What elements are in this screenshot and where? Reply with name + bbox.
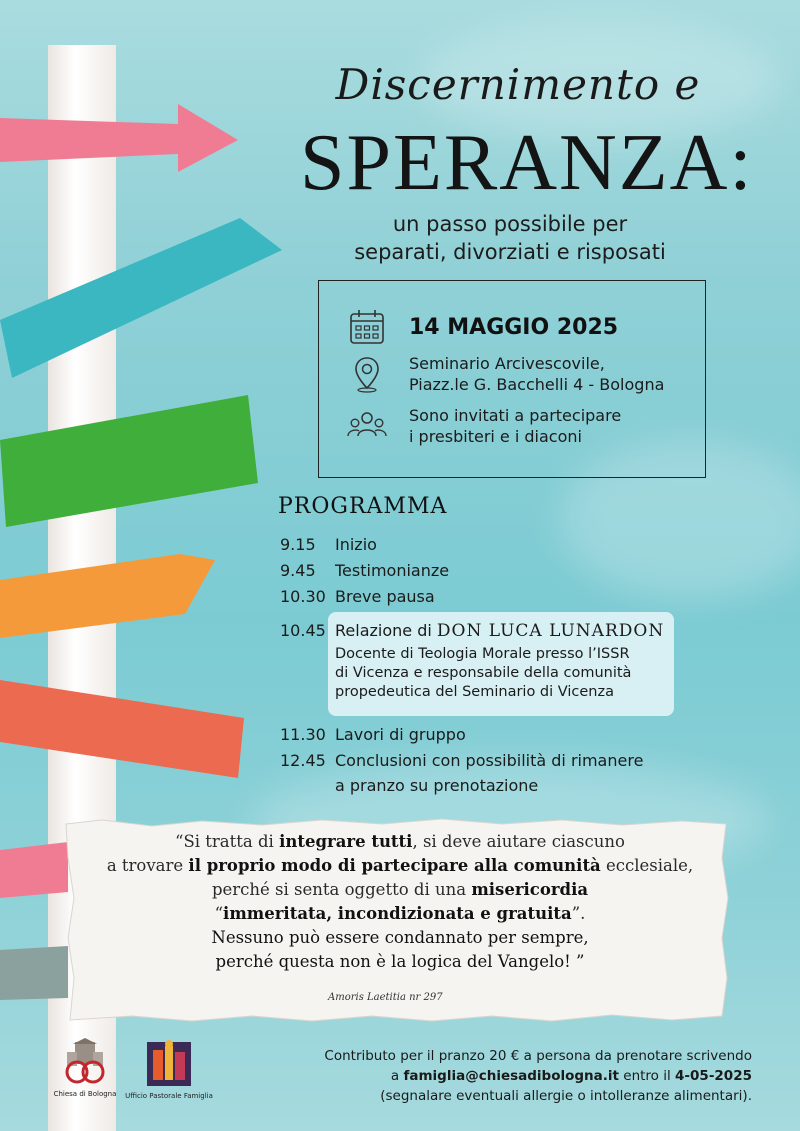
quote-fragment: ”. xyxy=(571,904,586,923)
program-text: Inizio xyxy=(335,535,377,554)
speaker-desc-line: propedeutica del Seminario di Vicenza xyxy=(335,684,614,700)
program-time: 9.45 xyxy=(280,561,316,580)
quote-fragment: ecclesiale, xyxy=(600,856,694,875)
speaker-desc-line: Docente di Teologia Morale presso l’ISSR xyxy=(335,646,630,662)
quote-fragment: “ xyxy=(214,904,224,923)
quote-emphasis: il proprio modo di partecipare alla comunità xyxy=(188,856,601,875)
people-icon xyxy=(347,406,387,446)
event-location xyxy=(409,353,664,395)
location-pin-icon xyxy=(347,354,387,394)
invite-row xyxy=(347,405,621,447)
calendar-icon xyxy=(347,307,387,347)
event-info-box xyxy=(318,280,706,478)
event-invite xyxy=(409,405,621,447)
church-emblem-icon xyxy=(57,1038,113,1086)
sign-red xyxy=(0,680,250,780)
quote-emphasis: misericordia xyxy=(471,880,589,899)
quote-emphasis: integrare tutti xyxy=(279,832,413,851)
speaker-name: DON LUCA LUNARDON xyxy=(436,621,665,641)
quote-source: Amoris Laetitia nr 297 xyxy=(328,992,443,1003)
program-item xyxy=(280,560,449,581)
quote-fragment: perché si senta oggetto di una xyxy=(211,880,472,899)
quote-fragment: a trovare xyxy=(106,856,189,875)
footer-fragment: a xyxy=(390,1068,404,1084)
program-text: Testimonianze xyxy=(335,561,450,580)
subtitle-line: un passo possibile per xyxy=(392,212,628,236)
quote-fragment: , si deve aiutare ciascuno xyxy=(412,832,625,851)
event-date: 14 MAGGIO 2025 xyxy=(409,314,619,340)
program-time: 9.15 xyxy=(280,535,316,554)
program-text: Breve pausa xyxy=(335,587,435,606)
sign-green xyxy=(0,395,260,530)
program-time: 10.45 xyxy=(280,621,326,640)
invite-line: Sono invitati a partecipare xyxy=(409,406,622,425)
page-title: SPERANZA: xyxy=(300,119,754,207)
footer-info xyxy=(300,1046,752,1106)
subtitle-line: separati, divorziati e risposati xyxy=(354,240,666,264)
contact-email[interactable]: famiglia@chiesadibologna.it xyxy=(403,1068,619,1084)
program-item xyxy=(280,724,466,745)
quote-line xyxy=(80,854,720,878)
quote-line xyxy=(80,830,720,854)
location-line: Seminario Arcivescovile, xyxy=(409,354,605,373)
program-text: Relazione di xyxy=(335,621,432,640)
location-line: Piazz.le G. Bacchelli 4 - Bologna xyxy=(409,375,665,394)
sign-arrow-orange xyxy=(0,550,220,640)
program-item-speaker xyxy=(280,620,664,702)
ufficio-pastorale-famiglia-logo xyxy=(125,1036,213,1100)
program-item xyxy=(280,586,435,607)
logo-label: Chiesa di Bologna xyxy=(53,1090,117,1098)
program-text: Lavori di gruppo xyxy=(335,725,466,744)
location-row xyxy=(347,353,664,395)
family-emblem-icon xyxy=(139,1036,199,1088)
program-text xyxy=(335,750,643,796)
program-time: 12.45 xyxy=(280,751,326,770)
program-time: 10.30 xyxy=(280,587,326,606)
chiesa-di-bologna-logo xyxy=(50,1038,120,1098)
booking-deadline: 4-05-2025 xyxy=(675,1068,752,1084)
sign-arrow-teal xyxy=(0,210,285,380)
quote-line xyxy=(80,902,720,926)
speaker-desc-line: di Vicenza e responsabile della comunità xyxy=(335,665,632,681)
footer-line: (segnalare eventuali allergie o intolleranze alimentari). xyxy=(380,1088,752,1104)
invite-line: i presbiteri e i diaconi xyxy=(409,427,582,446)
program-text-line: a pranzo su prenotazione xyxy=(335,776,539,795)
quote-fragment: “Si tratta di xyxy=(175,832,280,851)
sign-arrow-pink xyxy=(0,100,240,180)
quote-text xyxy=(80,830,720,974)
quote-line xyxy=(80,878,720,902)
date-row xyxy=(347,307,618,347)
footer-line: Contributo per il pranzo 20 € a persona da prenotare scrivendo xyxy=(324,1048,752,1064)
footer-fragment: entro il xyxy=(618,1068,676,1084)
program-item xyxy=(280,750,643,796)
sign-grey xyxy=(0,946,70,1000)
footer-line xyxy=(300,1066,752,1086)
logo-label: Ufficio Pastorale Famiglia xyxy=(125,1092,213,1100)
title-script: Discernimento e xyxy=(335,60,701,109)
quote-line: Nessuno può essere condannato per sempre, xyxy=(211,928,589,947)
program-text-line: Conclusioni con possibilità di rimanere xyxy=(335,751,644,770)
program-item xyxy=(280,534,377,555)
quote-line: perché questa non è la logica del Vangelo! ” xyxy=(215,952,585,971)
subtitle xyxy=(310,210,710,266)
program-time: 11.30 xyxy=(280,725,326,744)
speaker-block xyxy=(335,620,664,702)
sign-pink-lower xyxy=(0,842,70,898)
speaker-description xyxy=(335,645,664,702)
quote-emphasis: immeritata, incondizionata e gratuita xyxy=(223,904,572,923)
programma-heading: PROGRAMMA xyxy=(278,494,448,519)
